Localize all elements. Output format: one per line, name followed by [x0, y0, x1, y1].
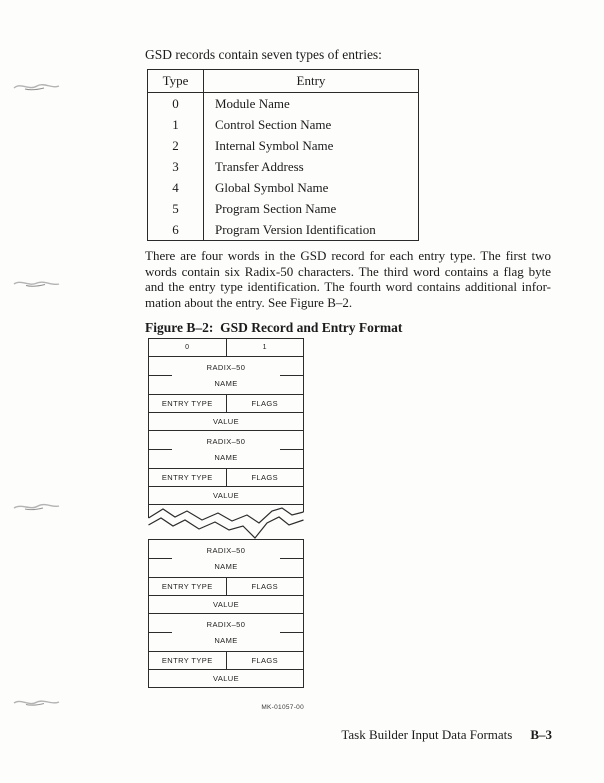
paragraph-line: and the entry type identification. The fourth word contains additional infor- — [145, 279, 551, 294]
radix50-label: RADIX–50 — [206, 546, 246, 556]
flags-cell: FLAGS — [226, 469, 304, 486]
word-boundary-tick — [148, 449, 172, 451]
value-cell: VALUE — [148, 669, 304, 688]
entry-name: Transfer Address — [215, 159, 304, 174]
radix50-name-cell — [148, 613, 304, 652]
entry-name: Program Section Name — [215, 201, 337, 216]
name-label: NAME — [214, 635, 238, 645]
gsd-record-format-diagram — [148, 338, 304, 711]
table-row — [148, 93, 418, 114]
value-cell: VALUE — [148, 412, 304, 431]
table-row — [148, 198, 418, 219]
table-row — [148, 156, 418, 177]
word-boundary-tick — [280, 449, 304, 451]
word-boundary-tick — [148, 632, 172, 634]
entry-type-cell: ENTRY TYPE — [161, 582, 213, 591]
figure-caption: Figure B–2: GSD Record and Entry Format — [145, 320, 403, 335]
name-label: NAME — [214, 378, 238, 388]
name-label: NAME — [214, 452, 238, 462]
paragraph-line: mation about the entry. See Figure B–2. — [145, 294, 353, 310]
intro-text: GSD records contain seven types of entries: — [145, 47, 382, 62]
word-0-header: 0 — [185, 344, 190, 351]
entry-type-flags-row — [148, 651, 304, 670]
value-cell: VALUE — [148, 595, 304, 614]
entry-type-code: 6 — [148, 219, 204, 240]
figure-id-label: MK-01057-00 — [261, 704, 304, 711]
name-label: NAME — [214, 561, 238, 571]
radix50-label: RADIX–50 — [206, 620, 246, 630]
entry-name: Program Version Identification — [215, 222, 376, 237]
record-break-zigzag — [148, 504, 304, 540]
entry-type-flags-row — [148, 577, 304, 596]
scan-margin-mark — [13, 80, 61, 94]
column-header-entry: Entry — [296, 73, 326, 88]
entry-type-code: 3 — [148, 156, 204, 177]
column-header-type: Type — [148, 70, 204, 92]
entry-type-code: 2 — [148, 135, 204, 156]
word-boundary-tick — [280, 558, 304, 560]
word-boundary-tick — [280, 375, 304, 377]
entry-type-cell: ENTRY TYPE — [161, 473, 213, 482]
word-boundary-tick — [280, 632, 304, 634]
flags-cell: FLAGS — [226, 652, 304, 669]
value-cell: VALUE — [148, 486, 304, 505]
entry-types-table — [147, 69, 419, 241]
entry-name: Control Section Name — [215, 117, 332, 132]
entry-name: Internal Symbol Name — [215, 138, 334, 153]
radix50-name-cell — [148, 430, 304, 469]
entry-type-code: 5 — [148, 198, 204, 219]
scan-margin-mark — [13, 696, 61, 710]
paragraph-line: words contain six Radix-50 characters. The third word contains a flag byte — [145, 263, 551, 279]
word-header-row — [148, 338, 304, 357]
word-boundary-tick — [148, 558, 172, 560]
footer-title: Task Builder Input Data Formats — [341, 727, 513, 742]
table-row — [148, 219, 418, 240]
entry-type-cell: ENTRY TYPE — [161, 656, 213, 665]
radix50-name-cell — [148, 539, 304, 578]
scan-margin-mark — [13, 277, 61, 291]
entry-name: Module Name — [215, 96, 290, 111]
table-row — [148, 135, 418, 156]
flags-cell: FLAGS — [226, 395, 304, 412]
scan-margin-mark — [13, 500, 61, 514]
entry-type-code: 4 — [148, 177, 204, 198]
entry-type-cell: ENTRY TYPE — [161, 399, 213, 408]
radix50-name-cell — [148, 356, 304, 395]
radix50-label: RADIX–50 — [206, 437, 246, 447]
radix50-label: RADIX–50 — [206, 363, 246, 373]
word-boundary-tick — [148, 375, 172, 377]
table-row — [148, 177, 418, 198]
body-paragraph — [145, 248, 551, 310]
page-footer — [341, 727, 552, 743]
entry-type-flags-row — [148, 394, 304, 413]
table-header-row — [148, 70, 418, 93]
flags-cell: FLAGS — [226, 578, 304, 595]
entry-name: Global Symbol Name — [215, 180, 329, 195]
page-number: B–3 — [530, 727, 552, 742]
table-row — [148, 114, 418, 135]
entry-type-code: 0 — [148, 93, 204, 114]
word-1-header: 1 — [226, 339, 304, 356]
paragraph-line: There are four words in the GSD record for each entry type. The first two — [145, 248, 551, 263]
entry-type-code: 1 — [148, 114, 204, 135]
entry-type-flags-row — [148, 468, 304, 487]
